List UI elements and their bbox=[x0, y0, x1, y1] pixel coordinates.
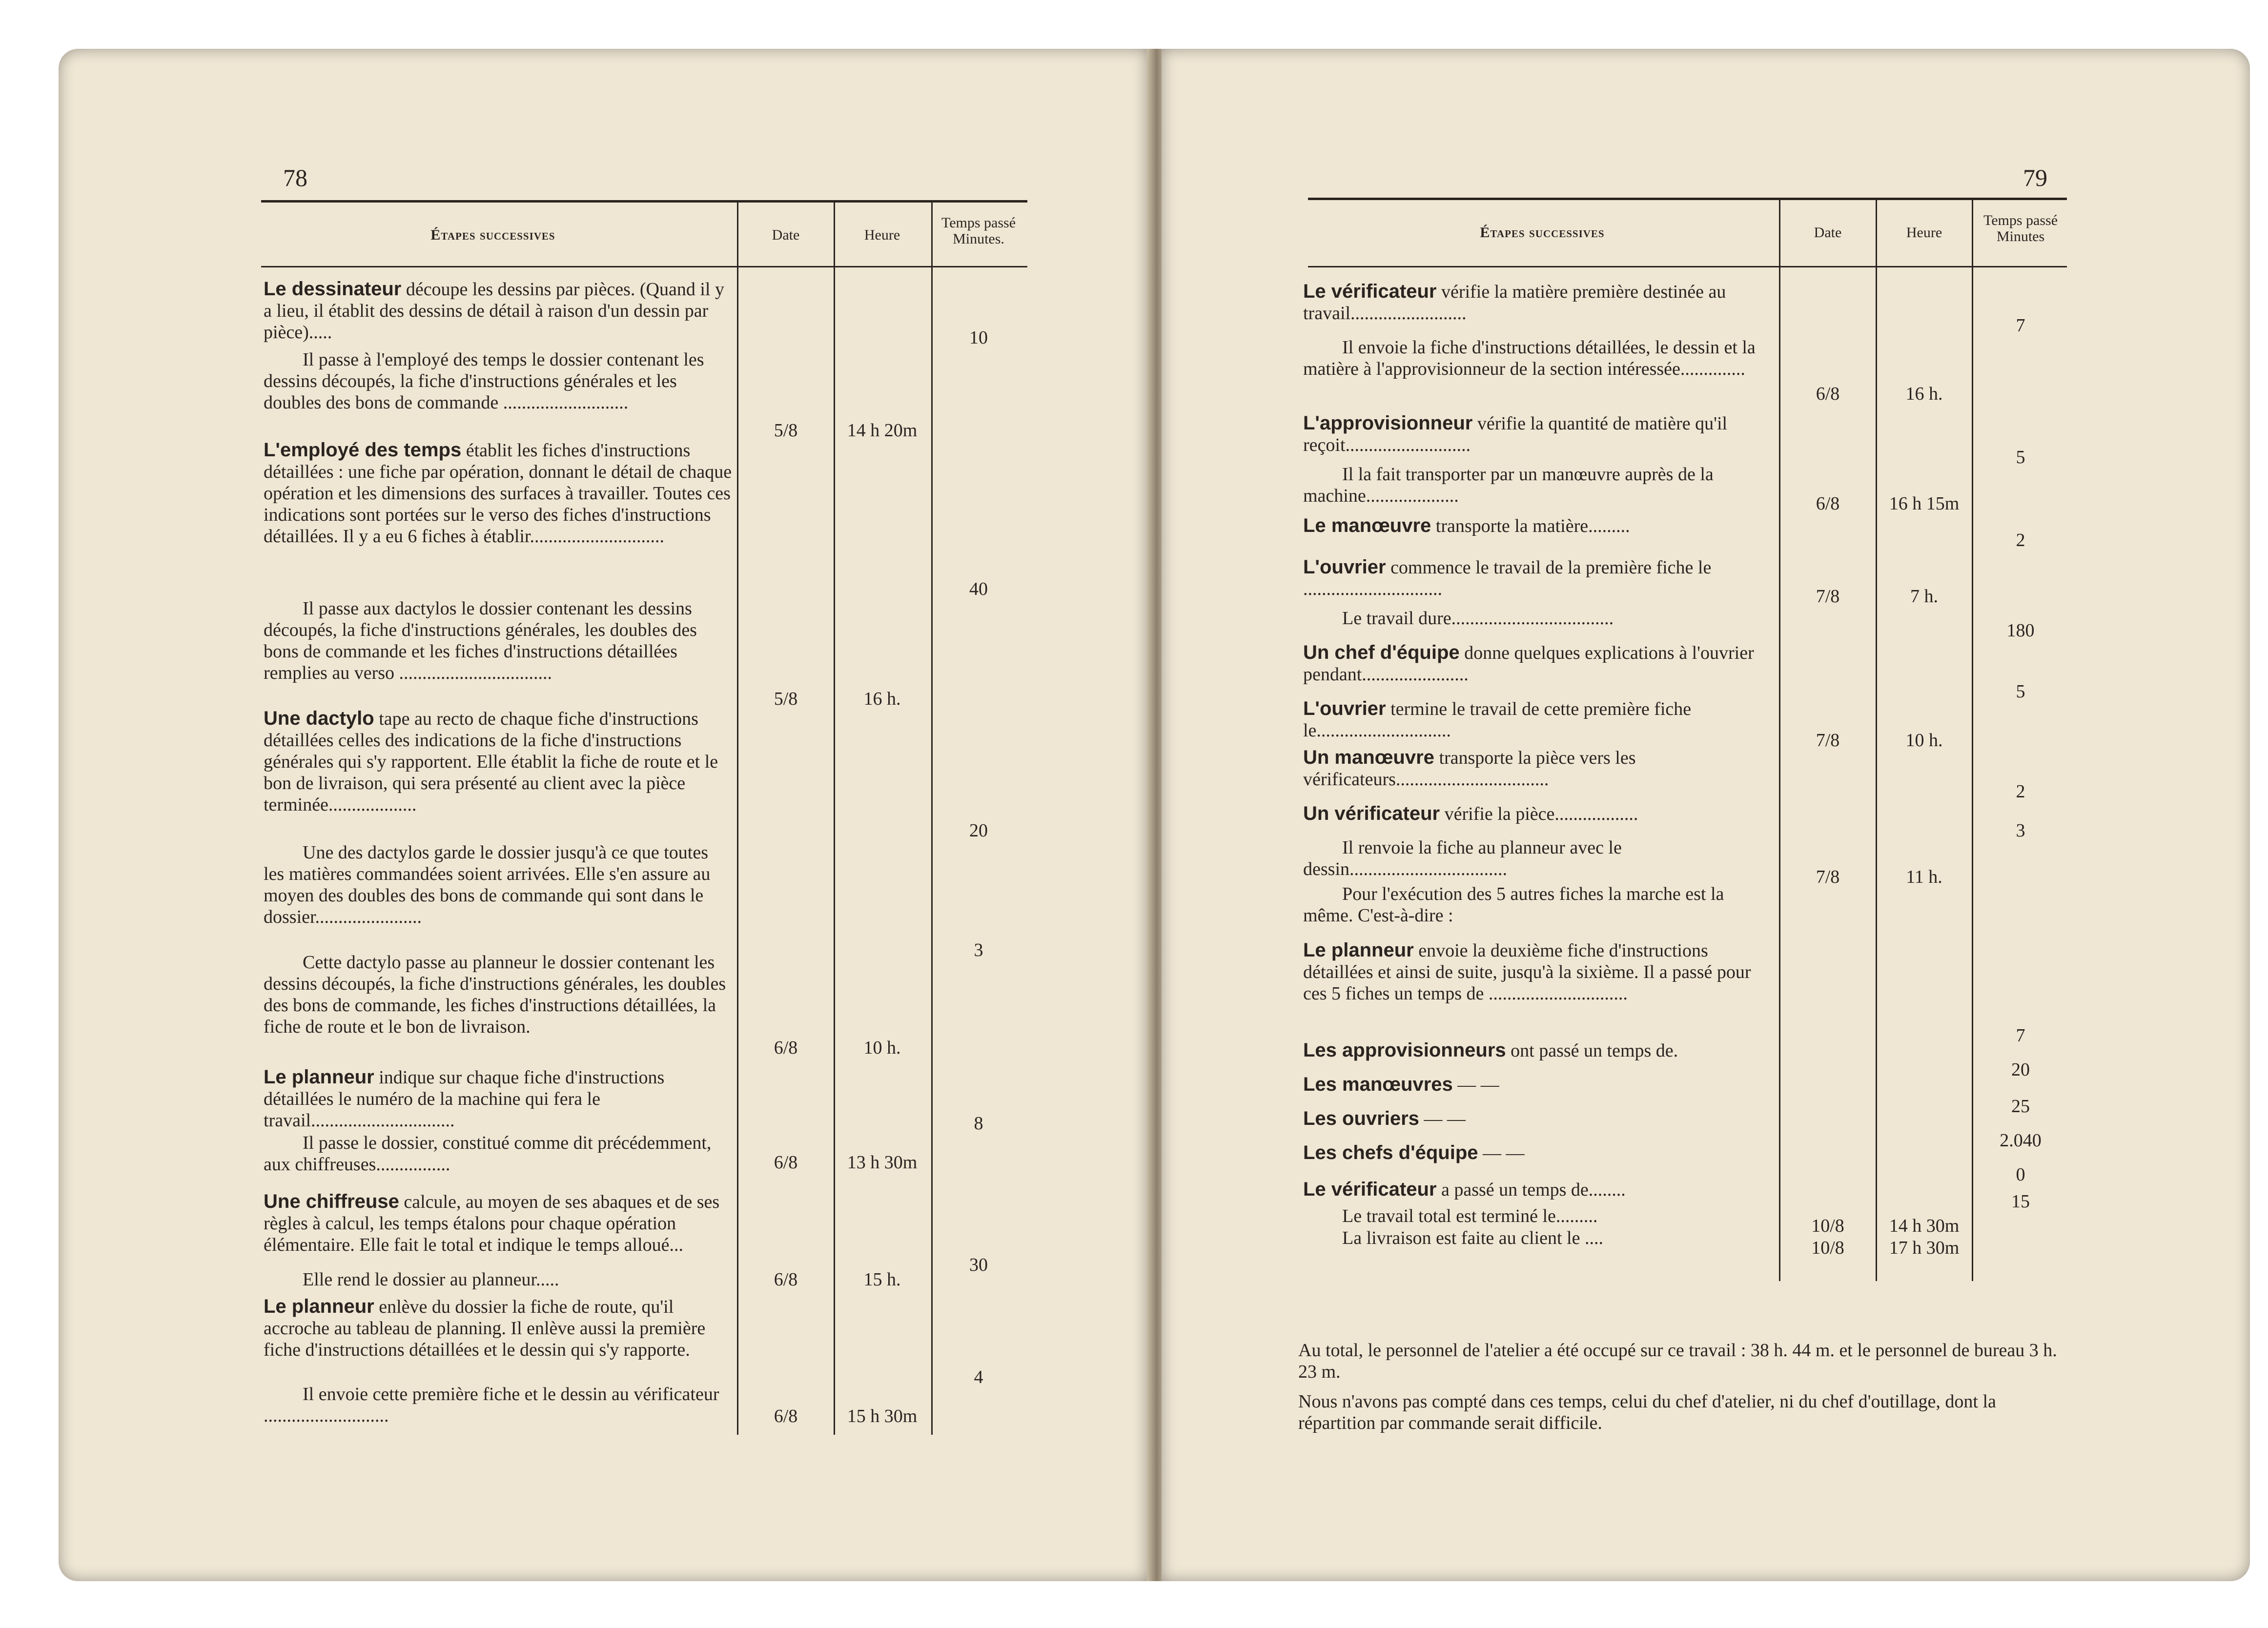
col-sep-3-right bbox=[1972, 198, 1973, 1281]
cell-temps: 25 bbox=[2011, 1096, 2030, 1117]
cell-date: 7/8 bbox=[1816, 586, 1840, 607]
cell-date: 5/8 bbox=[774, 420, 798, 441]
cell-temps: 7 bbox=[2016, 1025, 2025, 1046]
row-text: — — bbox=[1424, 1109, 1466, 1129]
cell-temps: 15 bbox=[2011, 1191, 2030, 1212]
row-text: a passé un temps de........ bbox=[1441, 1180, 1626, 1200]
row-lead: Le manœuvre bbox=[1303, 515, 1431, 536]
cell-date: 6/8 bbox=[1816, 384, 1840, 404]
row-lead: Les ouvriers bbox=[1303, 1108, 1419, 1129]
row-lead: Le dessinateur bbox=[264, 278, 402, 300]
row-text: Il la fait transporter par un manœuvre auprès de la machine.................... bbox=[1303, 464, 1714, 506]
cell-date: 6/8 bbox=[774, 1152, 798, 1173]
cell-heure: 7 h. bbox=[1910, 586, 1938, 607]
table-row bbox=[264, 952, 732, 1038]
table-row bbox=[264, 439, 732, 547]
cell-temps: 20 bbox=[969, 820, 988, 841]
cell-temps: 10 bbox=[969, 327, 988, 348]
row-lead: Les approvisionneurs bbox=[1303, 1039, 1506, 1061]
header-heure-left: Heure bbox=[864, 227, 900, 243]
table-row bbox=[264, 708, 732, 815]
row-text: Pour l'exécution des 5 autres fiches la marche est la même. C'est-à-dire : bbox=[1303, 884, 1724, 926]
row-text: établit les fiches d'instructions détaillées : une fiche par opération, donnant le détail de chaque opération et les dimensions des surfaces à travailler. Toutes ces indications sont portées sur le verso des fiches d'instructions détaillées. Il y a eu 6 fiches à établir............................. bbox=[264, 440, 732, 547]
row-lead: Le vérificateur bbox=[1303, 281, 1437, 302]
row-text: Elle rend le dossier au planneur..... bbox=[303, 1269, 559, 1290]
table-row bbox=[1303, 337, 1774, 380]
header-etapes-right: Étapes successives bbox=[1480, 224, 1605, 241]
cell-temps: 0 bbox=[2016, 1164, 2025, 1185]
cell-heure: 13 h 30m bbox=[847, 1152, 918, 1173]
table-row bbox=[1303, 1227, 1774, 1249]
table-row bbox=[1303, 747, 1774, 790]
page-number-right: 79 bbox=[2023, 164, 2047, 191]
row-text: — — bbox=[1457, 1075, 1499, 1095]
table-top-rule-left bbox=[261, 200, 1027, 203]
row-text: transporte la pièce vers les vérificateurs................................. bbox=[1303, 748, 1636, 790]
row-lead: Le planneur bbox=[1303, 939, 1414, 961]
header-rule-right bbox=[1308, 266, 2067, 267]
table-row bbox=[1303, 281, 1774, 324]
row-lead: L'employé des temps bbox=[264, 439, 462, 461]
cell-heure: 16 h 15m bbox=[1889, 493, 1960, 514]
table-row bbox=[1303, 1179, 1774, 1201]
table-row bbox=[1303, 1074, 1774, 1096]
cell-temps: 2 bbox=[2016, 530, 2025, 550]
row-text: indique sur chaque fiche d'instructions détaillées le numéro de la machine qui fera le travail............................... bbox=[264, 1067, 665, 1131]
table-row bbox=[1303, 837, 1774, 880]
cell-heure: 16 h. bbox=[863, 689, 901, 709]
row-lead: L'ouvrier bbox=[1303, 698, 1386, 719]
row-text: Il renvoie la fiche au planneur avec le dessin.................................. bbox=[1303, 837, 1622, 879]
row-text: Le travail dure................................... bbox=[1342, 608, 1614, 629]
cell-heure: 15 h. bbox=[863, 1269, 901, 1290]
table-top-rule-right bbox=[1308, 198, 2067, 200]
row-text: vérifie la quantité de matière qu'il reçoit........................... bbox=[1303, 413, 1728, 455]
cell-heure: 11 h. bbox=[1906, 867, 1942, 887]
header-heure-right: Heure bbox=[1906, 224, 1942, 241]
table-row bbox=[264, 598, 732, 684]
header-date-left: Date bbox=[772, 227, 800, 243]
row-lead: Un vérificateur bbox=[1303, 803, 1440, 824]
row-text: vérifie la matière première destinée au travail......................... bbox=[1303, 282, 1726, 324]
row-lead: Les manœuvres bbox=[1303, 1074, 1453, 1095]
cell-date: 6/8 bbox=[774, 1269, 798, 1290]
row-text: vérifie la pièce.................. bbox=[1444, 804, 1638, 824]
table-row bbox=[1303, 464, 1774, 507]
row-text: Il passe à l'employé des temps le dossier contenant les dessins découpés, la fiche d'instructions générales et les doubles des bons de commande ........................... bbox=[264, 349, 704, 413]
table-row bbox=[1303, 698, 1774, 741]
col-sep-3-left bbox=[931, 200, 933, 1435]
row-text: ont passé un temps de. bbox=[1511, 1040, 1678, 1061]
row-text: tape au recto de chaque fiche d'instructions détaillées celles des indications de la fiche d'instructions générales qui s'y rapportent. Elle établit la fiche de route et le bon de livraison, qui sera présenté au client avec la pièce terminée................... bbox=[264, 709, 718, 815]
row-lead: L'approvisionneur bbox=[1303, 412, 1473, 434]
row-text: La livraison est faite au client le .... bbox=[1342, 1228, 1603, 1248]
row-text: envoie la deuxième fiche d'instructions détaillées et ainsi de suite, jusqu'à la sixième. Il a passé pour ces 5 fiches un temps de .............................. bbox=[1303, 940, 1751, 1004]
cell-temps: 7 bbox=[2016, 315, 2025, 336]
row-text: transporte la matière......... bbox=[1435, 516, 1630, 536]
row-text: Il envoie cette première fiche et le dessin au vérificateur ........................... bbox=[264, 1384, 719, 1426]
table-row bbox=[264, 842, 732, 928]
cell-temps: 5 bbox=[2016, 681, 2025, 702]
cell-temps: 5 bbox=[2016, 447, 2025, 468]
table-row bbox=[264, 1384, 732, 1426]
table-row bbox=[1303, 556, 1774, 600]
cell-date: 6/8 bbox=[1816, 493, 1840, 514]
row-lead: Un manœuvre bbox=[1303, 747, 1434, 768]
row-text: Cette dactylo passe au planneur le dossier contenant les dessins découpés, la fiche d'instructions générales, les doubles des bons de commande, les fiches d'instructions détaillées, la fiche de route et le bon de livraison. bbox=[264, 952, 726, 1037]
row-lead: Le planneur bbox=[264, 1296, 374, 1317]
cell-date: 10/8 bbox=[1811, 1216, 1844, 1236]
cell-date: 10/8 bbox=[1811, 1238, 1844, 1258]
table-row bbox=[264, 349, 732, 413]
header-temps-left: Temps passé Minutes. bbox=[941, 215, 1016, 247]
table-row bbox=[264, 1296, 732, 1361]
page-number-left: 78 bbox=[283, 164, 307, 191]
table-row bbox=[1303, 803, 1774, 825]
col-sep-2-left bbox=[834, 200, 835, 1435]
table-row bbox=[264, 1066, 732, 1131]
cell-date: 7/8 bbox=[1816, 867, 1840, 887]
row-text: commence le travail de la première fiche le .............................. bbox=[1303, 557, 1712, 599]
closing-note-1: Au total, le personnel de l'atelier a été occupé sur ce travail : 38 h. 44 m. et le personnel de bureau 3 h. 23 m. bbox=[1298, 1340, 2057, 1382]
cell-temps: 2 bbox=[2016, 781, 2025, 802]
table-row bbox=[1303, 1205, 1774, 1227]
row-text: Il passe aux dactylos le dossier contenant les dessins découpés, la fiche d'instructions générales, les doubles des bons de commande et les fiches d'instructions détaillées remplies au verso ................................. bbox=[264, 598, 697, 683]
table-row bbox=[1303, 642, 1774, 685]
row-text: calcule, au moyen de ses abaques et de ses règles à calcul, les temps étalons pour chaque opération élémentaire. Elle fait le total et indique le temps alloué... bbox=[264, 1192, 720, 1255]
row-lead: L'ouvrier bbox=[1303, 556, 1386, 578]
cell-temps: 8 bbox=[974, 1113, 983, 1134]
row-text: termine le travail de cette première fiche le............................. bbox=[1303, 699, 1692, 741]
table-row bbox=[1303, 412, 1774, 456]
row-text: enlève du dossier la fiche de route, qu'il accroche au tableau de planning. Il enlève aussi la première fiche d'instructions détaillées et le dessin qui s'y rapporte. bbox=[264, 1297, 706, 1360]
cell-date: 6/8 bbox=[774, 1038, 798, 1058]
row-text: découpe les dessins par pièces. (Quand il y a lieu, il établit des dessins de détail à raison d'un dessin par pièce)..... bbox=[264, 279, 724, 343]
cell-heure: 10 h. bbox=[863, 1038, 901, 1058]
cell-temps: 40 bbox=[969, 579, 988, 599]
table-row bbox=[1303, 1039, 1774, 1061]
row-text: Il envoie la fiche d'instructions détaillées, le dessin et la matière à l'approvisionneur de la section intéressée.............. bbox=[1303, 337, 1756, 379]
cell-temps: 2.040 bbox=[2000, 1130, 2042, 1151]
row-text: Le travail total est terminé le......... bbox=[1342, 1206, 1598, 1226]
table-row bbox=[264, 1269, 732, 1290]
table-row bbox=[264, 278, 732, 343]
col-sep-1-left bbox=[737, 200, 738, 1435]
cell-temps: 30 bbox=[969, 1255, 988, 1275]
row-text: Une des dactylos garde le dossier jusqu'à ce que toutes les matières commandées soient arrivées. Elle s'en assure au moyen des doubles des bons de commande qui sont dans le dossier....................... bbox=[264, 842, 711, 927]
header-rule-left bbox=[261, 266, 1027, 267]
cell-temps: 180 bbox=[2006, 620, 2035, 641]
header-etapes-left: Étapes successives bbox=[430, 227, 555, 243]
header-date-right: Date bbox=[1814, 224, 1842, 241]
row-lead: Les chefs d'équipe bbox=[1303, 1142, 1478, 1163]
closing-note-2: Nous n'avons pas compté dans ces temps, celui du chef d'atelier, ni du chef d'outillage, dont la répartition par commande serait difficile. bbox=[1298, 1391, 1996, 1433]
col-sep-1-right bbox=[1779, 198, 1780, 1281]
cell-heure: 16 h. bbox=[1905, 384, 1943, 404]
cell-heure: 14 h 30m bbox=[1889, 1216, 1960, 1236]
cell-temps: 3 bbox=[2016, 820, 2025, 841]
table-row bbox=[1303, 883, 1774, 926]
row-lead: Le planneur bbox=[264, 1066, 374, 1088]
row-text: Il passe le dossier, constitué comme dit précédemment, aux chiffreuses................ bbox=[264, 1133, 712, 1175]
table-row bbox=[1303, 1108, 1774, 1130]
cell-heure: 17 h 30m bbox=[1889, 1238, 1960, 1258]
table-row bbox=[1303, 939, 1774, 1004]
cell-temps: 20 bbox=[2011, 1059, 2030, 1080]
table-row bbox=[1303, 608, 1774, 629]
row-lead: Une dactylo bbox=[264, 708, 374, 729]
row-text: — — bbox=[1483, 1143, 1525, 1163]
cell-date: 6/8 bbox=[774, 1406, 798, 1426]
cell-heure: 15 h 30m bbox=[847, 1406, 918, 1426]
table-row bbox=[264, 1191, 732, 1256]
table-row bbox=[1303, 1142, 1774, 1164]
cell-date: 7/8 bbox=[1816, 730, 1840, 751]
cell-heure: 14 h 20m bbox=[847, 420, 918, 441]
cell-date: 5/8 bbox=[774, 689, 798, 709]
cell-heure: 10 h. bbox=[1905, 730, 1943, 751]
table-row bbox=[264, 1132, 732, 1175]
row-text: donne quelques explications à l'ouvrier pendant....................... bbox=[1303, 643, 1754, 685]
row-lead: Une chiffreuse bbox=[264, 1191, 399, 1212]
cell-temps: 3 bbox=[974, 940, 983, 960]
row-lead: Le vérificateur bbox=[1303, 1179, 1437, 1200]
row-lead: Un chef d'équipe bbox=[1303, 642, 1460, 663]
table-row bbox=[1303, 515, 1774, 537]
header-temps-right: Temps passé Minutes bbox=[1983, 212, 2058, 244]
cell-temps: 4 bbox=[974, 1367, 983, 1387]
